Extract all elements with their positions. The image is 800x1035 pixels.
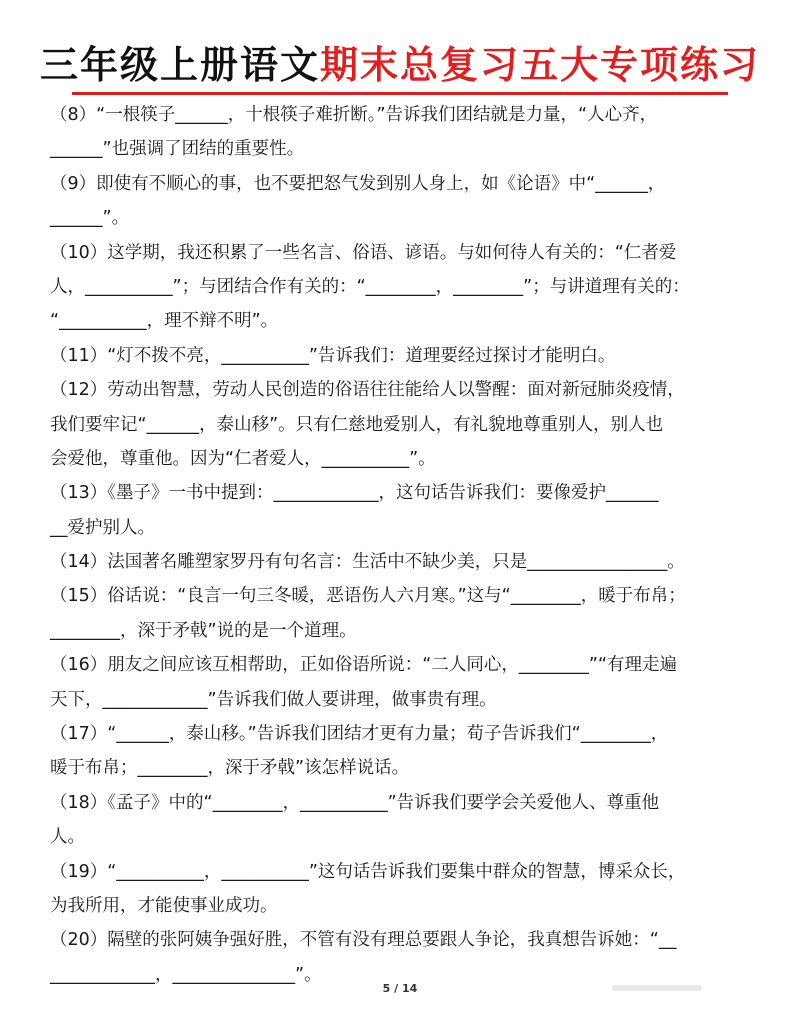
exercise-line: （20）隔壁的张阿姨争强好胜，不管有没有理总要跟人争论，我真想告诉她：“__ <box>50 930 677 951</box>
page-title <box>0 40 800 90</box>
exercise-line: （10）这学期，我还积累了一些名言、俗语、谚语。与如何待人有关的：“仁者爱 <box>50 242 677 263</box>
exercise-line: 人，__________”；与团结合作有关的：“________，________”；与讲道理有关的： <box>50 276 690 297</box>
exercise-line: ________，深于矛戟”说的是一个道理。 <box>50 620 357 641</box>
exercise-line: ______”也强调了团结的重要性。 <box>50 139 305 160</box>
exercise-line: （18）《孟子》中的“________，__________”告诉我们要学会关爱他人、尊重他 <box>50 792 660 813</box>
exercise-line: （9）即使有不顺心的事，也不要把怒气发到别人身上，如《论语》中“______， <box>50 173 666 194</box>
exercise-line: （8）“一根筷子______，十根筷子难折断。”告诉我们团结就是力量，“人心齐， <box>50 105 658 125</box>
exercise-line: （17）“______，泰山移。”告诉我们团结才更有力量；荀子告诉我们“________， <box>50 724 669 745</box>
exercise-line: 为我所用，才能使事业成功。 <box>50 895 278 916</box>
exercise-line: 我们要牢记“______，泰山移”。只有仁慈地爱别人，有礼貌地尊重别人，别人也 <box>50 414 664 435</box>
exercise-line: 天下，____________”告诉我们做人要讲理，做事贵有理。 <box>50 689 497 710</box>
exercise-line: （13）《墨子》一书中提到：____________，这句话告诉我们：要像爱护______ <box>50 483 659 504</box>
title-red-part: 期末总复习五大专项练习 <box>320 43 761 87</box>
exercise-line: 会爱他，尊重他。因为“仁者爱人，__________”。 <box>50 448 436 469</box>
exercise-line: （11）“灯不拨不亮，__________”告诉我们：道理要经过探讨才能明白。 <box>50 345 616 366</box>
exercise-line: __爱护别人。 <box>50 517 155 538</box>
exercise-line: （16）朋友之间应该互相帮助，正如俗语所说：“二人同心，________”“有理走遍 <box>50 655 677 676</box>
exercise-line: “__________，理不辩不明”。 <box>50 311 279 332</box>
exercise-list <box>50 98 762 992</box>
exercise-line: （12）劳动出智慧，劳动人民创造的俗语往往能给人以警醒：面对新冠肺炎疫情， <box>50 380 685 401</box>
title-underline <box>72 92 728 95</box>
title-black-part: 三年级上册语文 <box>39 43 320 87</box>
page-indicator: 5 / 14 <box>382 982 418 995</box>
exercise-line: 人。 <box>50 827 85 848</box>
exercise-line: （14）法国著名雕塑家罗丹有句名言：生活中不缺少美，只是________________。 <box>50 552 685 573</box>
exercise-line: ____________，______________”。 <box>50 964 322 985</box>
exercise-line: （19）“__________，__________”这句话告诉我们要集中群众的智慧，博采众长， <box>50 861 686 882</box>
exercise-line: 暖于布帛；________，深于矛戟”该怎样说话。 <box>50 758 410 779</box>
exercise-line: ______”。 <box>50 208 130 229</box>
exercise-line: （15）俗话说：“良言一句三冬暖，恶语伤人六月寒。”这与“________，暖于布帛； <box>50 586 686 607</box>
